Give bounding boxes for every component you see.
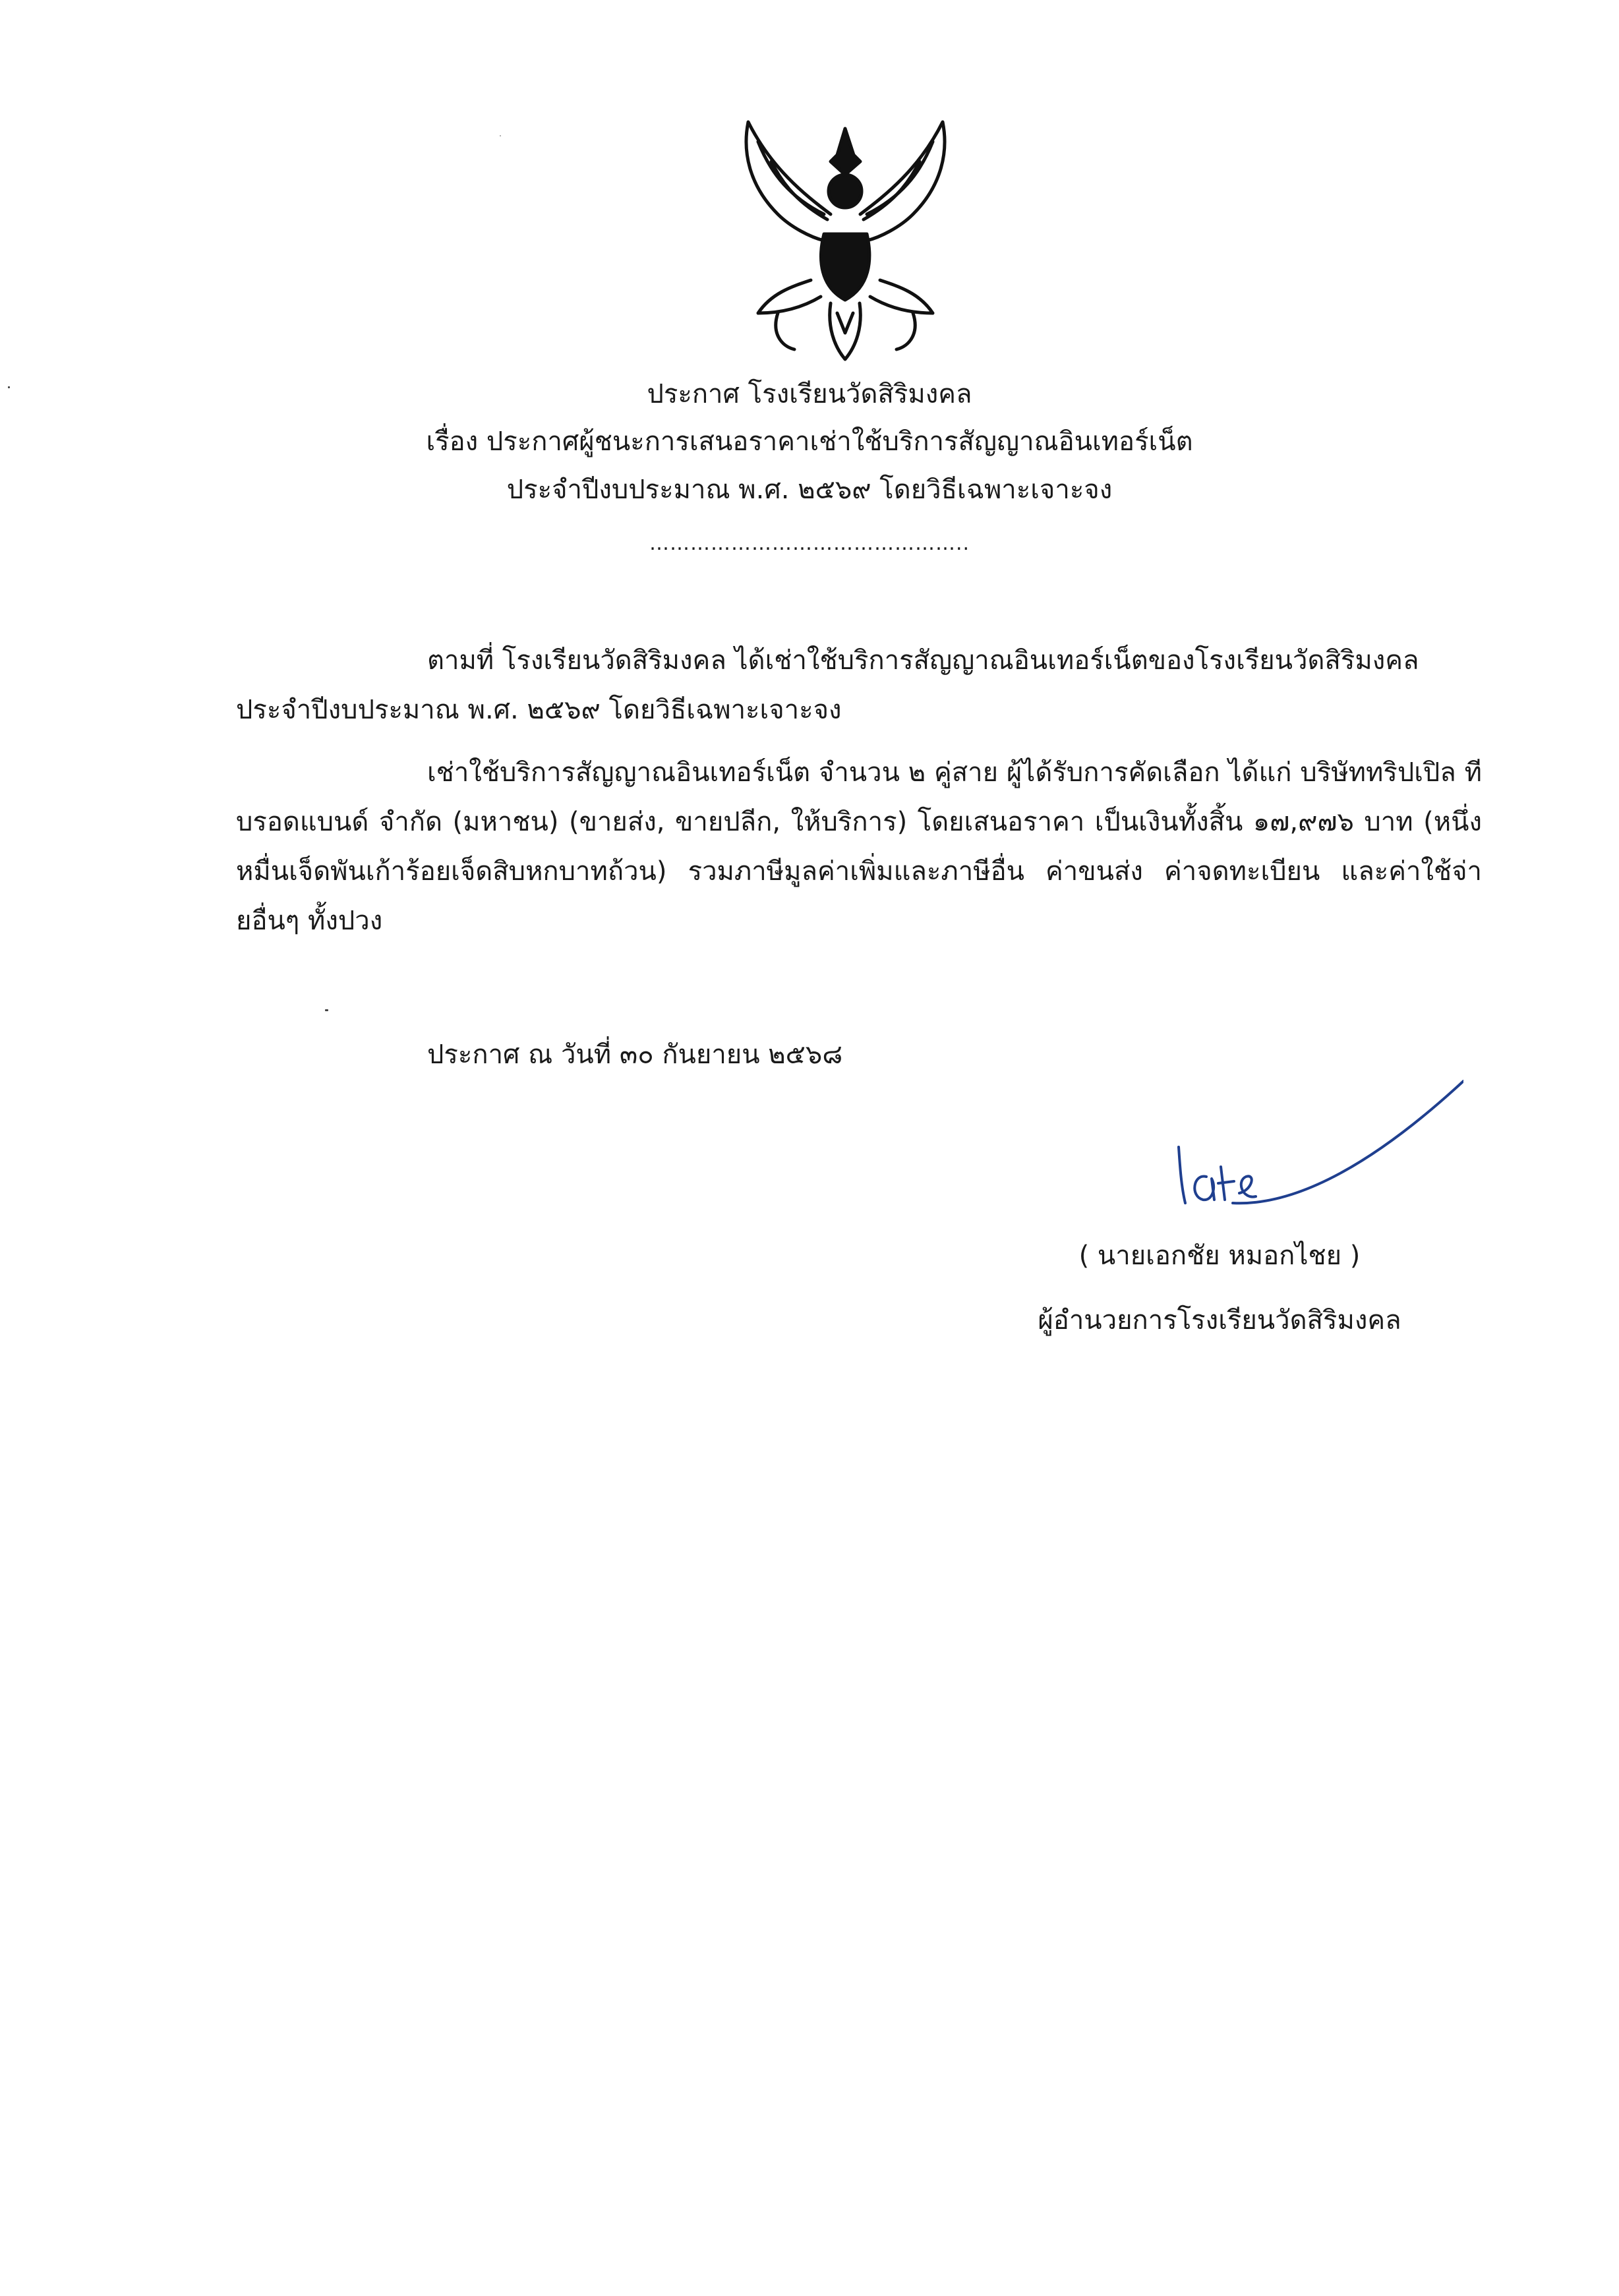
paragraph-reference [236, 636, 1482, 735]
signer-title: ผู้อำนวยการโรงเรียนวัดสิริมงคล [1038, 1305, 1401, 1336]
signature-image [1173, 1068, 1463, 1226]
announcement-date: ประกาศ ณ วันที่ ๓๐ กันยายน ๒๕๖๘ [427, 1040, 843, 1070]
announcement-subject: เรื่อง ประกาศผู้ชนะการเสนอราคาเช่าใช้บริการสัญญาณอินเทอร์เน็ต [426, 427, 1193, 457]
announcement-fiscal-year: ประจำปีงบประมาณ พ.ศ. ๒๕๖๙ โดยวิธีเฉพาะเจาะจง [506, 475, 1113, 505]
scan-speck [500, 135, 501, 136]
garuda-emblem-icon [732, 115, 959, 363]
paragraph-reference-text: ตามที่ โรงเรียนวัดสิริมงคล ได้เช่าใช้บริการสัญญาณอินเทอร์เน็ตของโรงเรียนวัดสิริมงคล ประจำปีงบประมาณ พ.ศ. ๒๕๖๙ โดยวิธีเฉพาะเจาะจง [236, 645, 1419, 725]
paragraph-winner [236, 748, 1482, 946]
scan-speck [325, 1009, 328, 1011]
scan-speck [8, 386, 10, 388]
signer-name: ( นายเอกชัย หมอกไชย ) [1078, 1241, 1361, 1271]
dotted-separator: ……………………………………….. [649, 532, 970, 555]
paragraph-winner-text: เช่าใช้บริการสัญญาณอินเทอร์เน็ต จำนวน ๒ คู่สาย ผู้ได้รับการคัดเลือก ได้แก่ บริษัททริปเปิล ที บรอดแบนด์ จำกัด (มหาชน) (ขายส่ง, ขายปลีก, ให้บริการ) โดยเสนอราคา เป็นเงินทั้งสิ้น ๑๗,๙๗๖ บาท (หนึ่งหมื่นเจ็ดพันเก้าร้อยเจ็ดสิบหกบาทถ้วน) รวมภาษีมูลค่าเพิ่มและภาษีอื่น ค่าขนส่ง ค่าจดทะเบียน และค่าใช้จ่ายอื่นๆ ทั้งปวง [236, 757, 1482, 936]
announcement-title: ประกาศ โรงเรียนวัดสิริมงคล [647, 379, 972, 409]
